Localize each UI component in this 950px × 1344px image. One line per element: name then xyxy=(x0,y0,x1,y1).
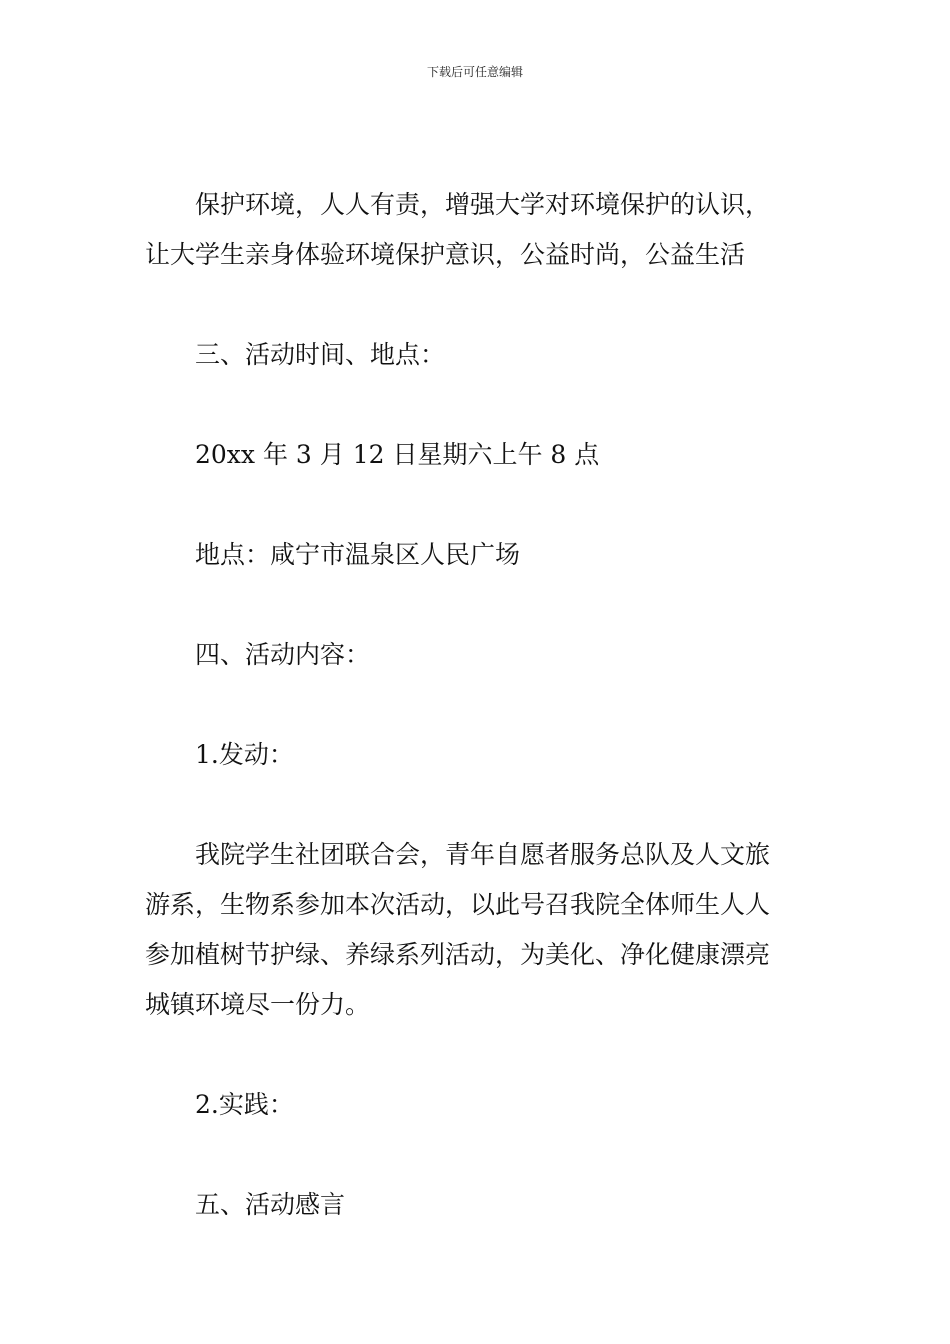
paragraph-line: 保护环境，人人有责，增强大学对环境保护的认识， xyxy=(195,190,771,219)
spacer xyxy=(145,680,815,730)
section-heading: 五、活动感言 xyxy=(195,1190,346,1219)
paragraph-line: 游系，生物系参加本次活动，以此号召我院全体师生人人 xyxy=(145,890,771,919)
document-body xyxy=(145,180,815,1230)
section-heading: 三、活动时间、地点： xyxy=(195,340,446,369)
subsection-heading: 2.实践： xyxy=(195,1090,294,1119)
paragraph-line: 城镇环境尽一份力。 xyxy=(145,990,371,1019)
event-location: 地点：咸宁市温泉区人民广场 xyxy=(195,540,521,569)
spacer xyxy=(145,480,815,530)
event-datetime: 20xx 年 3 月 12 日星期六上午 8 点 xyxy=(195,440,600,469)
spacer xyxy=(145,380,815,430)
paragraph-line: 参加植树节护绿、养绿系列活动，为美化、净化健康漂亮 xyxy=(145,940,771,969)
spacer xyxy=(145,580,815,630)
spacer xyxy=(145,1030,815,1080)
spacer xyxy=(145,780,815,830)
spacer xyxy=(145,1130,815,1180)
subsection-heading: 1.发动： xyxy=(195,740,294,769)
paragraph-line: 我院学生社团联合会，青年自愿者服务总队及人文旅 xyxy=(195,840,771,869)
page-header: 下载后可任意编辑 xyxy=(426,65,523,79)
section-heading: 四、活动内容： xyxy=(195,640,371,669)
spacer xyxy=(145,280,815,330)
paragraph-line: 让大学生亲身体验环境保护意识，公益时尚，公益生活 xyxy=(145,240,746,269)
